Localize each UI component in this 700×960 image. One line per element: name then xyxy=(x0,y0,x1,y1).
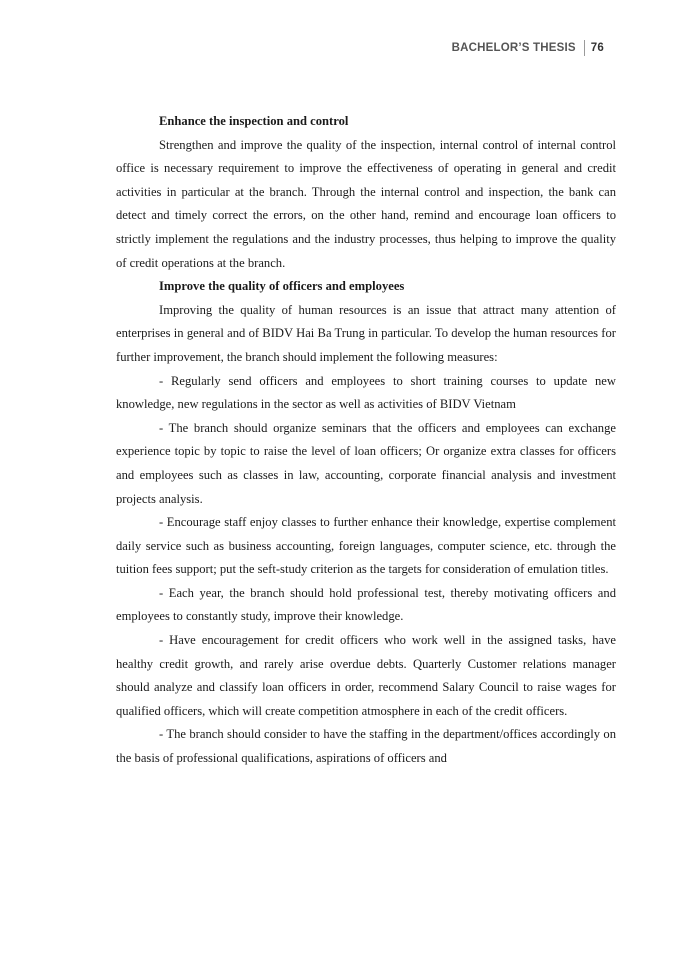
header-title: BACHELOR’S THESIS xyxy=(451,42,576,54)
section-heading-officers: Improve the quality of officers and employees xyxy=(159,279,405,294)
paragraph-human-resources: Improving the quality of human resources is an issue that attract many attention of enterprises in general and of BIDV Hai Ba Trung in particular. To develop the human resources for further improvement, the branch should implement the following measures: xyxy=(116,302,616,364)
measure-encouragement: - Have encouragement for credit officers who work well in the assigned tasks, have healthy credit growth, and rarely arise overdue debts. Quarterly Customer relations manager should analyze and classify loan officers in order, recommend Salary Council to raise wages for qualified officers, which will create competition atmosphere in each of the credit officers. xyxy=(116,633,616,718)
measure-encourage-classes: - Encourage staff enjoy classes to further enhance their knowledge, expertise complement daily service such as business accounting, foreign languages, computer science, etc. through the tuition fees support; put the seft-study criterion as the targets for consideration of emulation titles. xyxy=(116,515,616,577)
page-header xyxy=(452,40,604,56)
measure-staffing: - The branch should consider to have the staffing in the department/offices accordingly on the basis of professional qualifications, aspirations of officers and xyxy=(116,727,616,766)
measure-training-courses: - Regularly send officers and employees to short training courses to update new knowledge, new regulations in the sector as well as activities of BIDV Vietnam xyxy=(116,373,616,412)
header-divider xyxy=(584,40,585,56)
page-number: 76 xyxy=(590,42,604,54)
section-heading-inspection: Enhance the inspection and control xyxy=(159,114,349,128)
paragraph-inspection: Strengthen and improve the quality of the inspection, internal control of internal control office is necessary requirement to improve the effectiveness of operating in general and credit activities in particular at the branch. Through the internal control and inspection, the bank can detect and timely correct the errors, on the other hand, remind and encourage loan officers to strictly implement the regulations and the industry processes, thus helping to improve the quality of credit operations at the branch. xyxy=(116,137,616,270)
document-body xyxy=(116,110,616,771)
measure-professional-test: - Each year, the branch should hold professional test, thereby motivating officers and employees to constantly study, improve their knowledge. xyxy=(116,585,616,624)
measure-seminars: - The branch should organize seminars that the officers and employees can exchange experience topic by topic to raise the level of loan officers; Or organize extra classes for officers and employees such as classes in law, accounting, corporate financial analysis and investment projects analysis. xyxy=(116,420,616,506)
